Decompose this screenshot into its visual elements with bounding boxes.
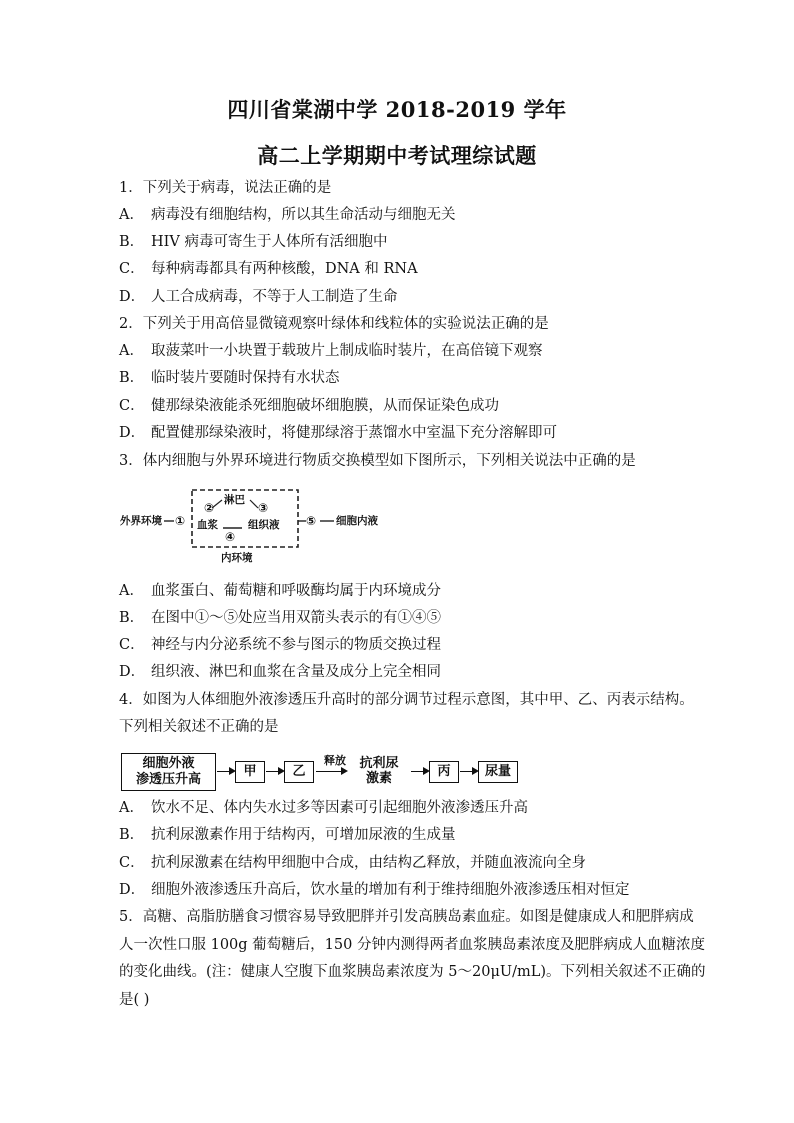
option-label: D． — [119, 289, 146, 305]
option-text: 组织液、淋巴和血浆在含量及成分上完全相同 — [151, 664, 441, 680]
option-label: B． — [119, 827, 145, 843]
option-text: 取菠菜叶一小块置于载玻片上制成临时装片，在高倍镜下观察 — [151, 343, 543, 359]
option-label: A． — [119, 800, 144, 816]
option-text: 饮水不足、体内失水过多等因素可引起细胞外液渗透压升高 — [151, 800, 528, 816]
option-label: A． — [119, 583, 144, 599]
arrow-icon — [266, 771, 283, 772]
q3-option-d[interactable] — [119, 662, 441, 682]
option-text: 健那绿染液能杀死细胞破坏细胞膜，从而保证染色成功 — [151, 398, 499, 414]
q3-stem: 3．体内细胞与外界环境进行物质交换模型如下图所示，下列相关说法中正确的是 — [119, 453, 636, 469]
option-label: C． — [119, 637, 145, 653]
q2-option-d[interactable] — [119, 423, 557, 443]
option-text: 配置健那绿染液时，将健那绿溶于蒸馏水中室温下充分溶解即可 — [151, 425, 557, 441]
option-label: B． — [119, 370, 145, 386]
number-5: ⑤ — [306, 514, 317, 528]
option-text: 临时装片要随时保持有水状态 — [151, 370, 340, 386]
option-label: D． — [119, 425, 146, 441]
option-label: C． — [119, 261, 145, 277]
option-text: 人工合成病毒，不等于人工制造了生命 — [151, 289, 398, 305]
q1-option-b[interactable] — [119, 232, 387, 252]
adh-text: 激素 — [365, 771, 392, 786]
option-label: D． — [119, 882, 146, 898]
q2-option-b[interactable] — [119, 368, 340, 388]
option-label: A． — [119, 207, 144, 223]
exam-title-line1: 四川省棠湖中学 2018-2019 学年 — [227, 97, 567, 122]
osmotic-regulation-flowchart — [121, 751, 521, 793]
number-4: ④ — [225, 530, 236, 544]
option-text: 在图中①～⑤处应当用双箭头表示的有①④⑤ — [151, 610, 441, 626]
option-text: 每种病毒都具有两种核酸，DNA 和 RNA — [151, 261, 418, 277]
option-label: A． — [119, 343, 144, 359]
option-text: 病毒没有细胞结构，所以其生命活动与细胞无关 — [151, 207, 456, 223]
q3-option-c[interactable] — [119, 635, 441, 655]
option-text: HIV 病毒可寄生于人体所有活细胞中 — [151, 234, 388, 250]
internal-environment-label: 内环境 — [221, 552, 253, 564]
q4-option-b[interactable] — [119, 825, 456, 845]
number-3: ③ — [258, 501, 269, 515]
q4-option-c[interactable] — [119, 853, 586, 873]
q2-option-c[interactable] — [119, 396, 499, 416]
q4-option-d[interactable] — [119, 880, 630, 900]
box-text: 细胞外液 — [142, 756, 195, 771]
q2-option-a[interactable] — [119, 341, 543, 361]
option-text: 抗利尿激素作用于结构丙，可增加尿液的生成量 — [151, 827, 456, 843]
option-text: 抗利尿激素在结构甲细胞中合成，由结构乙释放，并随血液流向全身 — [151, 855, 586, 871]
connector-line — [250, 500, 258, 508]
structure-bing-box: 丙 — [429, 761, 459, 783]
q5-stem-line4: 是( ) — [119, 992, 150, 1008]
box-text: 渗透压升高 — [135, 772, 201, 787]
q5-stem-line3: 的变化曲线。(注：健康人空腹下血浆胰岛素浓度为 5～20μU/mL)。下列相关叙述不正确的 — [119, 964, 706, 980]
osmotic-pressure-box — [121, 753, 216, 791]
arrow-icon — [460, 771, 477, 772]
urine-volume-box: 尿量 — [478, 761, 518, 783]
structure-yi-box: 乙 — [284, 761, 314, 783]
option-label: B． — [119, 610, 145, 626]
q4-stem-line1: 4．如图为人体细胞外液渗透压升高时的部分调节过程示意图，其中甲、乙、丙表示结构。 — [119, 692, 694, 708]
structure-jia-box: 甲 — [235, 761, 265, 783]
q1-option-c[interactable] — [119, 259, 418, 279]
option-label: D． — [119, 664, 146, 680]
option-label: C． — [119, 398, 145, 414]
arrow-icon — [316, 771, 346, 772]
q1-option-d[interactable] — [119, 287, 398, 307]
adh-label — [348, 756, 410, 786]
lymph-label: 淋巴 — [224, 494, 245, 506]
arrow-icon — [411, 771, 428, 772]
option-label: C． — [119, 855, 145, 871]
outside-environment-label: 外界环境 — [120, 515, 162, 527]
q1-option-a[interactable] — [119, 205, 456, 225]
q2-stem: 2．下列关于用高倍显微镜观察叶绿体和线粒体的实验说法正确的是 — [119, 316, 549, 332]
q4-stem-line2: 下列相关叙述不正确的是 — [119, 719, 279, 735]
q3-option-b[interactable] — [119, 608, 441, 628]
exam-title-line2: 高二上学期期中考试理综试题 — [257, 143, 537, 168]
q5-stem-line2: 人一次性口服 100g 葡萄糖后，150 分钟内测得两者血浆胰岛素浓度及肥胖病成人血糖浓度 — [119, 937, 705, 953]
option-text: 血浆蛋白、葡萄糖和呼吸酶均属于内环境成分 — [151, 583, 441, 599]
number-2: ② — [204, 501, 215, 515]
q5-stem-line1: 5．高糖、高脂肪膳食习惯容易导致肥胖并引发高胰岛素血症。如图是健康成人和肥胖病成 — [119, 909, 694, 925]
cell-fluid-label: 细胞内液 — [336, 515, 378, 527]
plasma-label: 血浆 — [197, 519, 218, 531]
adh-text: 抗利尿 — [359, 756, 399, 771]
arrow-icon — [217, 771, 234, 772]
number-1: ① — [175, 514, 186, 528]
q3-option-a[interactable] — [119, 581, 441, 601]
option-text: 神经与内分泌系统不参与图示的物质交换过程 — [151, 637, 441, 653]
release-label: 释放 — [324, 754, 346, 767]
option-label: B． — [119, 234, 145, 250]
tissue-fluid-label: 组织液 — [248, 519, 280, 531]
q1-stem: 1．下列关于病毒，说法正确的是 — [119, 180, 332, 196]
option-text: 细胞外液渗透压升高后，饮水量的增加有利于维持细胞外液渗透压相对恒定 — [151, 882, 630, 898]
internal-environment-diagram — [118, 484, 466, 576]
q4-option-a[interactable] — [119, 798, 528, 818]
